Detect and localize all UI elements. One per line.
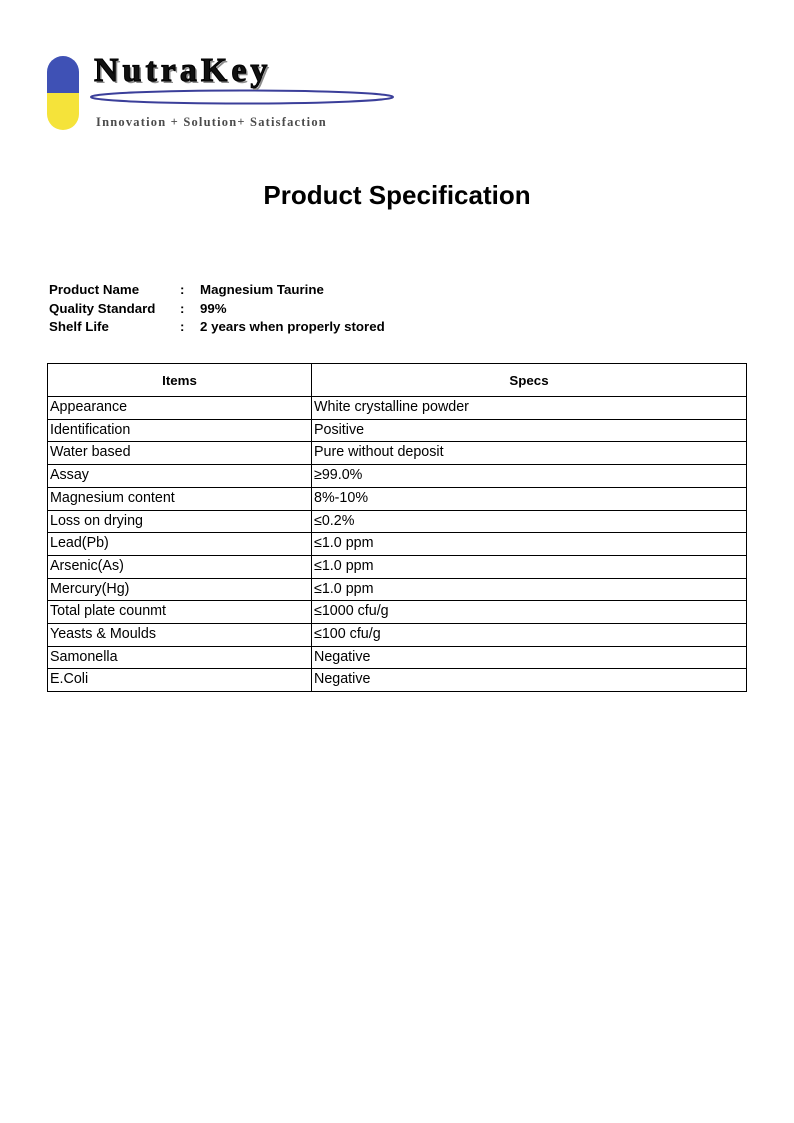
brand-name: NutraKey: [94, 52, 272, 89]
info-value: Magnesium Taurine: [200, 282, 324, 297]
table-row: [48, 669, 747, 692]
spec-cell: ≤1000 cfu/g: [312, 601, 747, 624]
item-cell: Yeasts & Moulds: [48, 624, 312, 647]
column-header-items: Items: [48, 364, 312, 397]
info-separator: :: [180, 282, 185, 297]
column-header-specs: Specs: [312, 364, 747, 397]
item-cell: Water based: [48, 442, 312, 465]
table-header-row: [48, 364, 747, 397]
item-cell: Appearance: [48, 397, 312, 420]
item-cell: Lead(Pb): [48, 533, 312, 556]
item-cell: Loss on drying: [48, 510, 312, 533]
item-cell: Magnesium content: [48, 487, 312, 510]
spec-cell: Negative: [312, 669, 747, 692]
info-value: 99%: [200, 300, 227, 316]
item-cell: Arsenic(As): [48, 555, 312, 578]
company-logo: [46, 52, 406, 134]
table-row: [48, 601, 747, 624]
spec-cell: ≥99.0%: [312, 465, 747, 488]
spec-cell: Negative: [312, 646, 747, 669]
spec-cell: ≤1.0 ppm: [312, 578, 747, 601]
page-title: Product Specification: [263, 180, 531, 210]
table-row: [48, 487, 747, 510]
item-cell: Assay: [48, 465, 312, 488]
spec-cell: Pure without deposit: [312, 442, 747, 465]
info-label: Quality Standard: [49, 300, 156, 316]
info-separator: :: [180, 300, 185, 316]
item-cell: Total plate counmt: [48, 601, 312, 624]
spec-cell: ≤100 cfu/g: [312, 624, 747, 647]
logo-swoosh: [91, 91, 393, 104]
spec-cell: ≤1.0 ppm: [312, 555, 747, 578]
item-cell: Identification: [48, 419, 312, 442]
table-row: [48, 510, 747, 533]
spec-cell: White crystalline powder: [312, 397, 747, 420]
info-label: Product Name: [49, 282, 140, 297]
spec-cell: 8%-10%: [312, 487, 747, 510]
capsule-bottom-icon: [47, 93, 79, 130]
table-row: [48, 555, 747, 578]
spec-cell: ≤0.2%: [312, 510, 747, 533]
item-cell: Mercury(Hg): [48, 578, 312, 601]
info-value: 2 years when properly stored: [200, 319, 385, 334]
brand-tagline: Innovation + Solution+ Satisfaction: [96, 115, 327, 129]
table-row: [48, 578, 747, 601]
spec-cell: ≤1.0 ppm: [312, 533, 747, 556]
info-separator: :: [180, 319, 185, 334]
spec-cell: Positive: [312, 419, 747, 442]
table-row: [48, 397, 747, 420]
item-cell: Samonella: [48, 646, 312, 669]
table-row: [48, 533, 747, 556]
spec-table: [47, 363, 747, 692]
capsule-top-icon: [47, 56, 79, 93]
table-row: [48, 624, 747, 647]
table-row: [48, 442, 747, 465]
table-row: [48, 646, 747, 669]
info-label: Shelf Life: [49, 319, 109, 334]
table-row: [48, 419, 747, 442]
item-cell: E.Coli: [48, 669, 312, 692]
table-row: [48, 465, 747, 488]
